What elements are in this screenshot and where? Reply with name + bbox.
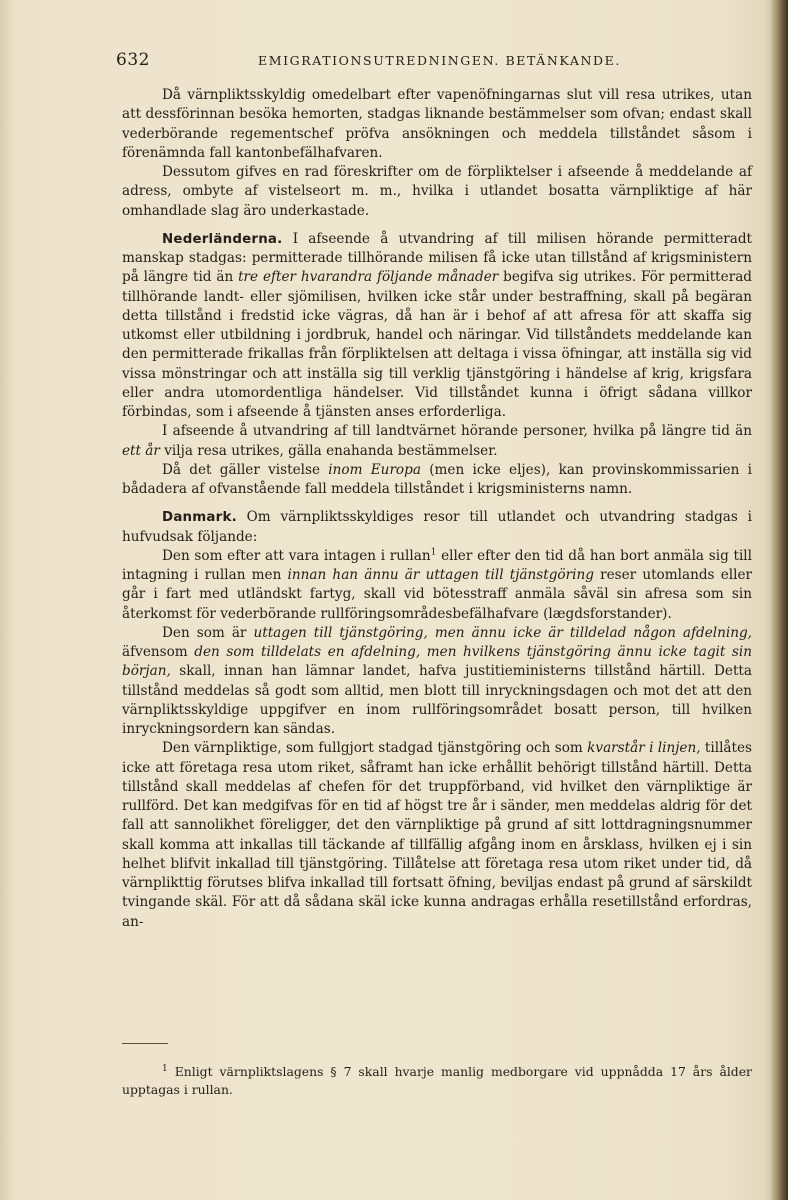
running-title: EMIGRATIONSUTREDNINGEN. BETÄNKANDE. <box>258 53 621 68</box>
page-header <box>116 50 752 72</box>
text-run: Den värnpliktige, som fullgjort stadgad tjänstgöring och som <box>162 740 583 757</box>
italic-run: inom Europa <box>328 461 421 478</box>
text-run: eller efter den tid då han bort anmäla sig till intagning i rullan men <box>122 547 753 583</box>
italic-run: innan han ännu är uttagen till tjänstgöring <box>287 567 594 583</box>
text-run: Den som är <box>162 624 247 641</box>
italic-run: den som tilldelats en afdelning, men hvilkens tjänstgöring ännu icke tagit sin början, <box>122 644 753 680</box>
text-run: vilja resa utrikes, gälla enahanda bestämmelser. <box>164 442 498 459</box>
footnote-marker: 1 <box>162 1063 168 1074</box>
paragraph-linjen <box>122 739 752 932</box>
paragraph-landtvarnet <box>122 422 752 461</box>
country-heading-danmark: Danmark. <box>162 510 237 526</box>
text-run: tillåtes icke att företaga resa utom riket, såframt han icke erhållit behörigt tillstånd härtill. Detta tillstånd skall meddelas af chefen för det truppförband, vid hvilket den värnpliktige är rullförd. Det kan medgifvas för en tid af högst tre år i sänder, men meddelas aldrig för det fall att sannolikhet föreligger, det den värnpliktige på grund af sitt lottdragningsnummer skall komma att inkallas till täckande af tillfällig afgång inom en årsklass, hvilken ej i sin helhet blifvit inkallad till tjänstgöring. Tillåtelse att företaga resa utom riket under tid, då värnplikttig förutses blifva inkallad till fortsatt öfning, beviljas endast på grund af särskildt tvingande skäl. För att då sådana skäl icke kunna andragas erhålla resetillstånd erfordras, an- <box>122 740 752 930</box>
text-run: Den som efter att vara intagen i rullan <box>162 547 431 564</box>
text-run: äfvensom <box>122 644 188 660</box>
paragraph-2: Dessutom gifves en rad föreskrifter om de förpliktelser i afseende å meddelande af adress, ombyte af vistelseort m. m., hvilka i utlandet bosatta värnpliktige af här omhandlade slag äro underkastade. <box>122 164 752 219</box>
text-run: Då det gäller vistelse <box>162 461 320 478</box>
paragraph-rullan <box>122 547 752 624</box>
text-run: I afseende å utvandring af till milisen hörande permitteradt manskap stadgas: permitterade tillhörande milisen få icke utan tillstånd af krigsministern på längre tid än <box>122 230 753 286</box>
country-heading-nederlanderna: Nederländerna. <box>162 231 283 247</box>
paragraph-nederlanderna <box>122 230 752 423</box>
italic-run: uttagen till tjänstgöring, men ännu icke är tilldelad någon afdelning, <box>253 624 753 641</box>
text-run: I afseende å utvandring af till landtvärnet hörande personer, hvilka på längre tid än <box>162 423 752 440</box>
text-run: (men icke eljes), kan provinskommissarien i bådadera af ofvanstående fall meddela tillståndet i krigsministerns namn. <box>122 461 752 497</box>
text-run: skall, innan han lämnar landet, hafva justitieministerns tillstånd härtill. Detta tillstånd meddelas så godt som alltid, men blott till inryckningsdagen och mot det att den värnpliktsskyldige uppgifver en inom rullföringsområdet bosatt person, till hvilken inryckningsordern kan sändas. <box>122 663 752 737</box>
footnote <box>122 1063 752 1098</box>
text-run: Om värnpliktsskyldiges resor till utlandet och utvandring stadgas i hufvudsak följande: <box>122 509 752 545</box>
italic-run: tre efter hvarandra följande månader <box>238 269 499 286</box>
text-run: begifva sig utrikes. För permitterad tillhörande landt- eller sjömilisen, hvilken icke står under bestraffning, skall på begäran detta tillstånd i fredstid icke vägras, då han är i behof af att afresa för att skaffa sig utkomst eller utbildning i jordbruk, handel och näringar. Vid tillståndets meddelande kan den permitterade frikallas från förpliktelsen att deltaga i vissa öfningar, att inställa sig vid vissa mönstringar och att inställa sig till verklig tjänstgöring i händelse af krig, krigsfara eller andra utomordentliga händelser. Vid tillståndet kunna i öfrigt sådana villkor förbindas, som i afseende å tjänsten anses erforderliga. <box>122 269 752 420</box>
paragraph-europa <box>122 461 752 500</box>
text-run: reser utomlands eller går i fart med utländskt fartyg, skall vid bötesstraff anmäla såväl sin afresa som sin återkomst för vederbörande rullföringsområdesbefälhafvare (lægdsforstander). <box>122 567 752 622</box>
footnote-text: Enligt värnpliktslagens § 7 skall hvarje manlig medborgare vid uppnådda 17 års ålder upptagas i rullan. <box>122 1064 752 1097</box>
page-binding-edge <box>770 0 788 1200</box>
italic-run: kvarstår i linjen, <box>587 740 701 757</box>
paragraph-uttagen <box>122 624 752 740</box>
footnote-divider <box>122 1043 168 1044</box>
page-left-shadow <box>0 0 14 1200</box>
footnote-reference: 1 <box>430 547 437 558</box>
paragraph-danmark <box>122 508 752 547</box>
page-number: 632 <box>116 50 150 70</box>
footnote-paragraph <box>122 1063 752 1098</box>
body-text <box>122 86 752 932</box>
italic-run: ett år <box>122 442 160 459</box>
paragraph-1: Då värnpliktsskyldig omedelbart efter vapenöfningarnas slut vill resa utrikes, utan att dessförinnan besöka hemorten, stadgas liknande bestämmelser som ofvan; endast skall vederbörande regementschef pröfva ansökningen och meddela tillståndet såsom i förenämnda fall kantonbefälhafvaren. <box>122 87 752 161</box>
